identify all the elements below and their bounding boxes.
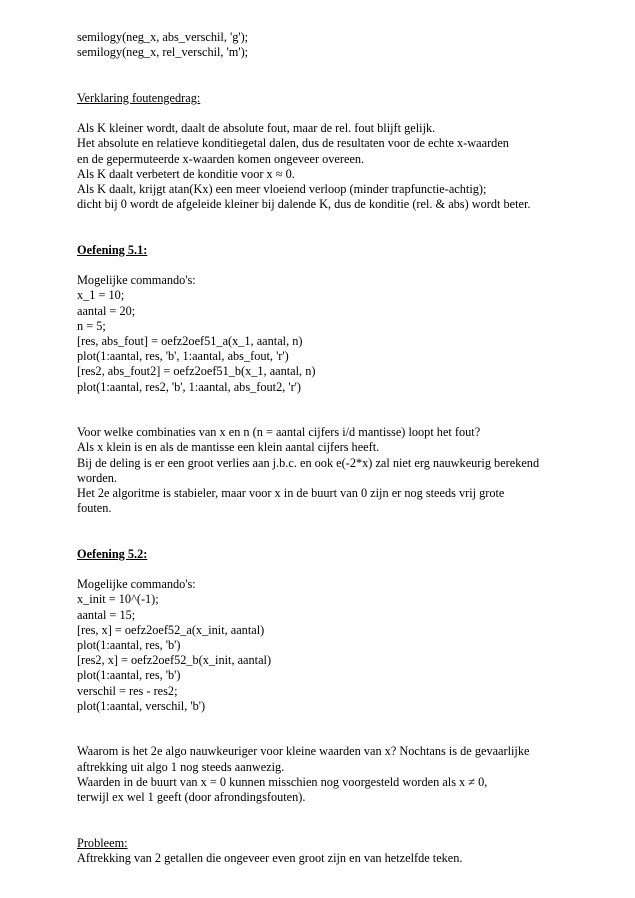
blank-line — [77, 212, 622, 227]
paragraph-line: Als K daalt verbetert de konditie voor x ≈ 0. — [77, 166, 295, 181]
code-line: aantal = 20; — [77, 303, 136, 318]
paragraph-line: en de gepermuteerde x-waarden komen ongeveer overeen. — [77, 151, 365, 166]
blank-line — [77, 532, 622, 547]
blank-line — [77, 410, 622, 425]
code-line: semilogy(neg_x, rel_verschil, 'm'); — [77, 45, 249, 60]
code-line: plot(1:aantal, res, 'b') — [77, 637, 181, 652]
code-line: [res, abs_fout] = oefz2oef51_a(x_1, aantal, n) — [77, 333, 303, 348]
commands-label: Mogelijke commando's: — [77, 273, 196, 288]
code-line: plot(1:aantal, verschil, 'b') — [77, 698, 206, 713]
blank-line — [77, 729, 622, 744]
paragraph-line: Het absolute en relatieve konditiegetal dalen, dus de resultaten voor de echte x-waarden — [77, 136, 509, 151]
code-line: [res2, x] = oefz2oef52_b(x_init, aantal) — [77, 653, 272, 668]
blank-line — [77, 820, 622, 835]
paragraph-line: Als K daalt, krijgt atan(Kx) een meer vloeiend verloop (minder trapfunctie-achtig); — [77, 181, 487, 196]
paragraph-line: Waarden in de buurt van x = 0 kunnen misschien nog voorgesteld worden als x ≠ 0, — [77, 774, 488, 789]
section-heading-probleem: Probleem: — [77, 835, 128, 850]
code-line: x_1 = 10; — [77, 288, 125, 303]
blank-line — [77, 106, 622, 121]
code-line: x_init = 10^(-1); — [77, 592, 159, 607]
paragraph-line: Het 2e algoritme is stabieler, maar voor x in de buurt van 0 zijn er nog steeds vrij grote — [77, 485, 505, 500]
blank-line — [77, 805, 622, 820]
code-line: verschil = res - res2; — [77, 683, 178, 698]
paragraph-line: dicht bij 0 wordt de afgeleide kleiner bij dalende K, dus de konditie (rel. & abs) wordt beter. — [77, 197, 531, 212]
paragraph-line: Bij de deling is er een groot verlies aan j.b.c. en ook e(-2*x) zal niet erg nauwkeurig berekend — [77, 455, 540, 470]
paragraph-line: Voor welke combinaties van x en n (n = aantal cijfers i/d mantisse) loopt het fout? — [77, 425, 481, 440]
section-heading-verklaring: Verklaring foutengedrag: — [77, 90, 201, 105]
blank-line — [77, 228, 622, 243]
code-line: [res2, abs_fout2] = oefz2oef51_b(x_1, aantal, n) — [77, 364, 316, 379]
code-line: plot(1:aantal, res, 'b') — [77, 668, 181, 683]
blank-line — [77, 516, 622, 531]
blank-line — [77, 714, 622, 729]
paragraph-line: Waarom is het 2e algo nauwkeuriger voor kleine waarden van x? Nochtans is de gevaarlijke — [77, 744, 530, 759]
paragraph-line: fouten. — [77, 501, 112, 516]
code-line: n = 5; — [77, 318, 106, 333]
code-line: semilogy(neg_x, abs_verschil, 'g'); — [77, 30, 249, 44]
paragraph-line: Aftrekking van 2 getallen die ongeveer even groot zijn en van hetzelfde teken. — [77, 850, 463, 865]
code-line: aantal = 15; — [77, 607, 136, 622]
paragraph-line: Als K kleiner wordt, daalt de absolute fout, maar de rel. fout blijft gelijk. — [77, 121, 436, 136]
section-heading-oefening-5-2: Oefening 5.2: — [77, 546, 148, 561]
commands-label: Mogelijke commando's: — [77, 577, 196, 592]
code-line: plot(1:aantal, res, 'b', 1:aantal, abs_fout, 'r') — [77, 349, 289, 364]
blank-line — [77, 258, 622, 273]
paragraph-line: aftrekking uit algo 1 nog steeds aanwezig. — [77, 759, 285, 774]
document-page — [77, 30, 622, 866]
blank-line — [77, 60, 622, 75]
blank-line — [77, 395, 622, 410]
blank-line — [77, 76, 622, 91]
code-line: [res, x] = oefz2oef52_a(x_init, aantal) — [77, 622, 265, 637]
paragraph-line: worden. — [77, 470, 117, 485]
paragraph-line: terwijl ex wel 1 geeft (door afrondingsfouten). — [77, 789, 306, 804]
code-line: plot(1:aantal, res2, 'b', 1:aantal, abs_fout2, 'r') — [77, 379, 301, 394]
section-heading-oefening-5-1: Oefening 5.1: — [77, 242, 148, 257]
blank-line — [77, 562, 622, 577]
paragraph-line: Als x klein is en als de mantisse een klein aantal cijfers heeft. — [77, 440, 380, 455]
